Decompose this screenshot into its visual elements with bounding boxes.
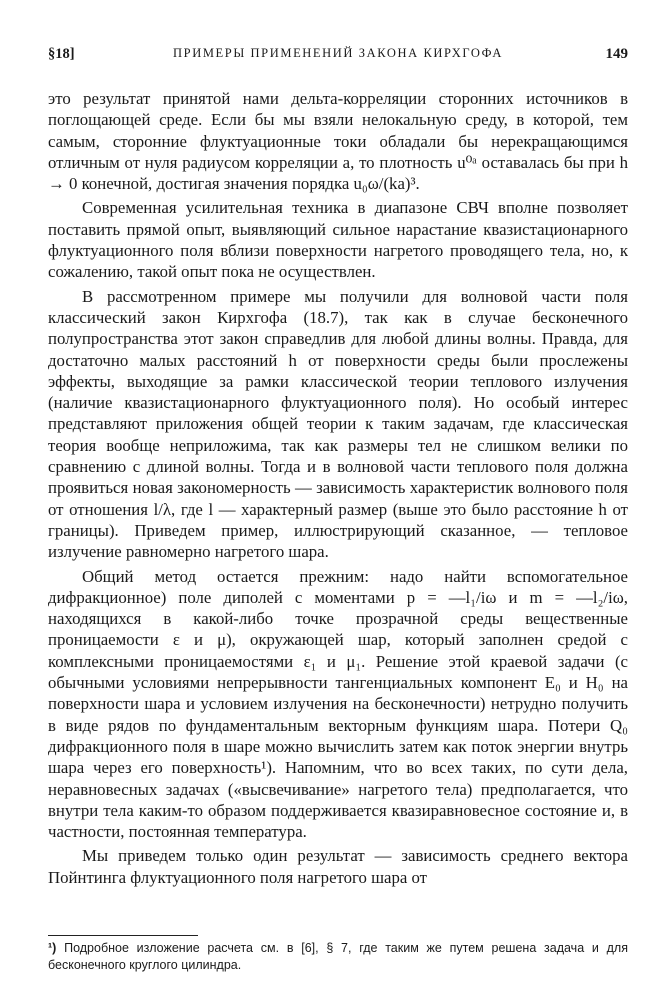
footnote-text: Подробное изложение расчета см. в [6], § 7, где таким же путем решена задача и для бесконечного круглого цилиндра. xyxy=(48,941,628,972)
footnote-mark: ¹) xyxy=(48,941,57,955)
paragraph: Общий метод остается прежним: надо найти вспомогательное дифракционное) поле диполей с моментами p = —l₁/iω и m = —l₂/iω, находящихся в какой-либо точке прозрачной среды вещественные проницаемости ε и μ), окружающей шар, который заполнен средой с комплексными проницаемостями ε₁ и μ₁. Решение этой краевой задачи (с обычными условиями непрерывности тангенциальных компонент E₀ и H₀ на поверхности шара и условием излучения на бесконечности) нетрудно получить в виде рядов по фундаментальным векторным функциям шара. Потери Q₀ дифракционного поля в шаре можно вычислить затем как поток энергии внутрь шара через его поверхность¹). Напомним, что во всех таких, по сути дела, неравновесных задачах («высвечивание» нагретого тела) предполагается, что внутри тела каким-то образом поддерживается квазиравновесное состояние и, в частности, постоянная температура. xyxy=(48,566,628,842)
paragraph: В рассмотренном примере мы получили для волновой части поля классический закон Кирхгофа (18.7), так как в случае бесконечного полупространства этот закон справедлив для любой длины волны. Правда, для достаточно малых расстояний h от поверхности среды были прослежены эффекты, выходящие за рамки классической теории теплового излучения (наличие квазистационарного флуктуационного поля). Но особый интерес представляют приложения общей теории к таким задачам, где классическая теория вообще неприложима, так как размеры тел не слишком велики по сравнению с длиной волны. Тогда и в волновой части теплового поля должна проявиться новая закономерность — зависимость характеристик волнового поля от отношения l/λ, где l — характерный размер (выше это было расстояние h от границы). Приведем пример, иллюстрирующий сказанное, — тепловое излучение равномерно нагретого шара. xyxy=(48,286,628,562)
main-text xyxy=(48,88,628,891)
paragraph: Современная усилительная техника в диапазоне СВЧ вполне позволяет поставить прямой опыт, выявляющий сильное нарастание квазистационарного флуктуационного поля вблизи поверхности нагретого проводящего тела, но, к сожалению, такой опыт пока не осуществлен. xyxy=(48,198,628,282)
running-header xyxy=(48,44,628,68)
page-number: 149 xyxy=(605,46,628,62)
running-title: ПРИМЕРЫ ПРИМЕНЕНИЙ ЗАКОНА КИРХГОФА xyxy=(173,46,503,60)
paragraph: это результат принятой нами дельта-корреляции сторонних источников в поглощающей среде. Если бы мы взяли нелокальную среду, в которой, тем самым, сторонние флуктуационные токи обладали бы нерекращающимся отличным от нуля радиусом корреляции a, то плотность u⁰ᵃ оставалась бы при h → 0 конечной, достигая значения порядка u₀ω/(ka)³. xyxy=(48,89,628,194)
footnote xyxy=(48,940,628,974)
paragraph: Мы приведем только один результат — зависимость среднего вектора Пойнтинга флуктуационного поля нагретого шара от xyxy=(48,846,628,887)
footnote-divider xyxy=(48,935,198,936)
section-number: §18] xyxy=(48,46,75,62)
